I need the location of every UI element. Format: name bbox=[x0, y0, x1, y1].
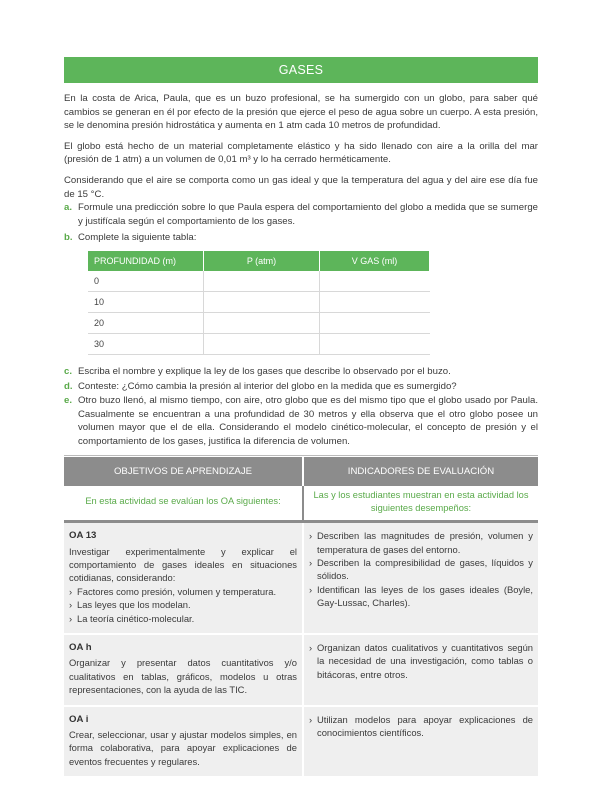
bullet-marker: › bbox=[309, 530, 313, 542]
oa-subheader-row bbox=[64, 486, 538, 522]
table-row bbox=[88, 312, 430, 333]
list-item bbox=[309, 641, 533, 681]
section-divider bbox=[64, 455, 538, 456]
header-pressure: P (atm) bbox=[204, 251, 320, 271]
bullet-marker: › bbox=[69, 585, 73, 597]
objective-cell bbox=[64, 522, 303, 634]
indicator-text: Organizan datos cualitativos y cuantitativos según la necesidad de una investigación, como tablas o bitácoras, entre otros. bbox=[317, 642, 533, 680]
question-e bbox=[64, 394, 538, 448]
question-letter: d. bbox=[64, 380, 73, 392]
list-item bbox=[69, 598, 297, 611]
volume-cell bbox=[320, 271, 430, 292]
indicator-text: Identifican las leyes de los gases ideales (Boyle, Gay-Lussac, Charles). bbox=[317, 583, 533, 609]
depth-cell: 10 bbox=[88, 291, 204, 312]
depth-pressure-volume-table bbox=[88, 251, 430, 355]
bullet-marker: › bbox=[309, 583, 313, 595]
activity-section bbox=[64, 57, 538, 456]
objective-text: Crear, seleccionar, usar y ajustar modelos simples, en forma colaborativa, para apoyar explicaciones de eventos frecuentes y regulares. bbox=[69, 729, 297, 767]
pressure-cell bbox=[204, 271, 320, 292]
depth-cell: 20 bbox=[88, 312, 204, 333]
oa-header-row bbox=[64, 457, 538, 486]
objective-text: Investigar experimentalmente y explicar el comportamiento de gases ideales en situaciones cotidianas, considerando: bbox=[69, 545, 297, 584]
pressure-cell bbox=[204, 312, 320, 333]
question-d bbox=[64, 380, 538, 394]
table-row bbox=[88, 271, 430, 292]
intro-paragraph-1: En la costa de Arica, Paula, que es un buzo profesional, se ha sumergido con un globo, para saber qué cambios se generan en él por efecto de la presión que ejerce el peso de agua sobre un cuerpo. A esta presión, se le denomina presión hidrostática y aumenta en 1 atm cada 10 metros de profundidad. bbox=[64, 93, 538, 132]
bullet-marker: › bbox=[309, 713, 313, 725]
question-text: Otro buzo llenó, al mismo tiempo, con aire, otro globo que es del mismo tipo que el globo usado por Paula. Casualmente se encuentran a una profundidad de 30 metros y ella observa que el otro globo posee un volumen mayor que el de ella. Considerando el modelo cinético-molecular, el concepto de presión y el comportamiento de los gases, justifica la diferencia de volumen. bbox=[78, 395, 538, 447]
bullet-text: La teoría cinético-molecular. bbox=[77, 612, 195, 624]
volume-cell bbox=[320, 312, 430, 333]
objective-cell bbox=[64, 634, 303, 706]
table-row bbox=[64, 706, 538, 778]
list-item bbox=[309, 529, 533, 556]
question-b bbox=[64, 231, 538, 245]
subheader-objectives: En esta actividad se evalúan los OA siguientes: bbox=[64, 486, 303, 522]
question-text: Conteste: ¿Cómo cambia la presión al interior del globo en la medida que es sumergido? bbox=[78, 380, 457, 392]
indicator-cell bbox=[303, 522, 538, 634]
objective-title: OA h bbox=[69, 642, 92, 654]
depth-cell: 30 bbox=[88, 333, 204, 354]
objective-title: OA 13 bbox=[69, 530, 97, 542]
indicator-cell bbox=[303, 706, 538, 778]
table-header-row bbox=[88, 251, 430, 271]
intro-paragraph-2: El globo está hecho de un material completamente elástico y ha sido llenado con aire a la orilla del mar (presión de 1 atm) a un volumen de 0,01 m³ y lo ha cerrado herméticamente. bbox=[64, 140, 538, 166]
table-row bbox=[88, 333, 430, 354]
question-letter: a. bbox=[64, 202, 73, 214]
list-item bbox=[69, 585, 297, 598]
intro-paragraph-3: Considerando que el aire se comporta como un gas ideal y que la temperatura del agua y del aire ese día fue de 15 °C. bbox=[64, 174, 538, 200]
indicator-text: Describen la compresibilidad de gases, líquidos y sólidos. bbox=[317, 557, 533, 582]
question-letter: e. bbox=[64, 395, 73, 407]
table-row bbox=[64, 634, 538, 706]
question-letter: c. bbox=[64, 365, 73, 377]
list-item bbox=[309, 556, 533, 583]
bullet-text: Factores como presión, volumen y temperatura. bbox=[77, 585, 277, 597]
pressure-cell bbox=[204, 333, 320, 354]
question-text: Complete la siguiente tabla: bbox=[78, 232, 197, 244]
bullet-marker: › bbox=[309, 557, 313, 568]
learning-objectives-table bbox=[64, 457, 538, 778]
indicator-cell bbox=[303, 634, 538, 706]
subheader-indicators: Las y los estudiantes muestran en esta actividad los siguientes desempeños: bbox=[303, 486, 538, 522]
question-a bbox=[64, 201, 538, 228]
volume-cell bbox=[320, 291, 430, 312]
list-item bbox=[69, 612, 297, 625]
indicator-text: Describen las magnitudes de presión, volumen y temperatura de gases del entorno. bbox=[317, 530, 533, 555]
bullet-marker: › bbox=[69, 612, 73, 624]
table-row bbox=[88, 291, 430, 312]
question-c bbox=[64, 365, 538, 379]
depth-cell: 0 bbox=[88, 271, 204, 292]
bullet-marker: › bbox=[69, 599, 73, 611]
bullet-marker: › bbox=[309, 642, 313, 654]
header-volume: V GAS (ml) bbox=[320, 251, 430, 271]
question-text: Escriba el nombre y explique la ley de los gases que describe lo observado por el buzo. bbox=[78, 365, 451, 377]
objective-cell bbox=[64, 706, 303, 778]
objective-title: OA i bbox=[69, 713, 89, 725]
question-text: Formule una predicción sobre lo que Paula espera del comportamiento del globo a medida que se sumerge y justifícala según el comportamiento de los gases. bbox=[78, 202, 538, 227]
list-item bbox=[309, 713, 533, 740]
indicator-text: Utilizan modelos para apoyar explicaciones de conocimientos científicos. bbox=[317, 713, 533, 739]
section-title-banner: GASES bbox=[64, 57, 538, 83]
volume-cell bbox=[320, 333, 430, 354]
bullet-text: Las leyes que los modelan. bbox=[77, 599, 191, 611]
pressure-cell bbox=[204, 291, 320, 312]
header-objectives: OBJETIVOS DE APRENDIZAJE bbox=[64, 457, 303, 486]
table-row bbox=[64, 522, 538, 634]
header-indicators: INDICADORES DE EVALUACIÓN bbox=[303, 457, 538, 486]
question-letter: b. bbox=[64, 232, 73, 244]
header-depth: PROFUNDIDAD (m) bbox=[88, 251, 204, 271]
objective-text: Organizar y presentar datos cuantitativos y/o cualitativos en tablas, gráficos, modelos u otras representaciones, con la ayuda de las TIC. bbox=[69, 657, 297, 696]
list-item bbox=[309, 583, 533, 610]
